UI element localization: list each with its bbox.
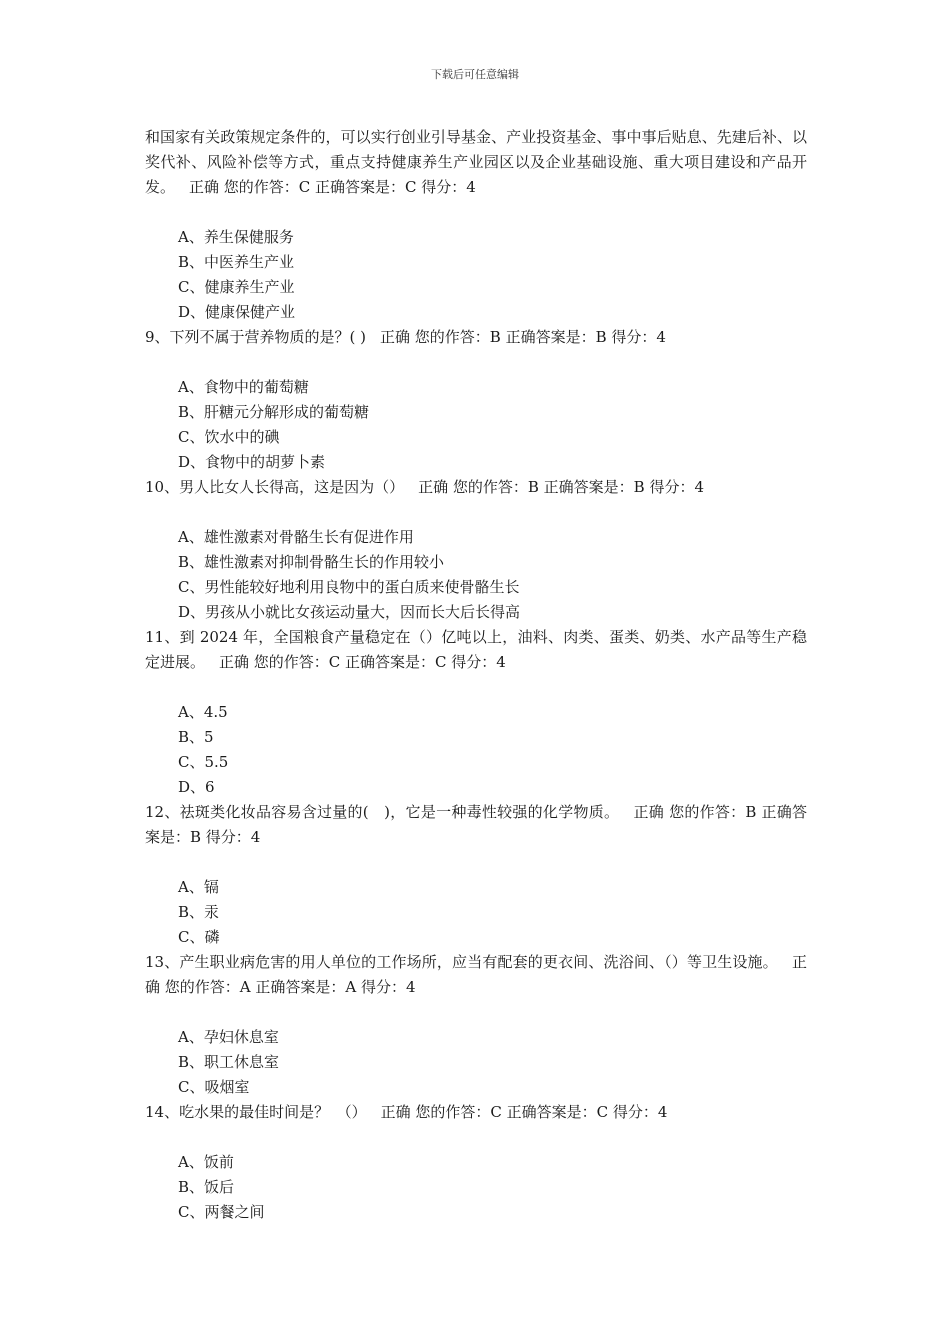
question-text bbox=[145, 950, 807, 1000]
answer-result: 正确 您的作答：B 正确答案是：B 得分：4 bbox=[418, 478, 704, 496]
question-stem: 13、产生职业病危害的用人单位的工作场所，应当有配套的更衣间、洗浴间、（）等卫生设施。 bbox=[145, 953, 778, 971]
question-block bbox=[145, 325, 807, 475]
answer-option: C、两餐之间 bbox=[178, 1203, 265, 1221]
page-header: 下载后可任意编辑 bbox=[431, 68, 519, 81]
blank-line bbox=[145, 1000, 807, 1025]
answer-result: 正确 您的作答：B 正确答案是：B 得分：4 bbox=[145, 803, 808, 846]
answer-option: A、食物中的葡萄糖 bbox=[178, 378, 309, 396]
answer-option: B、中医养生产业 bbox=[178, 253, 295, 271]
question-text bbox=[145, 1100, 807, 1125]
blank-line bbox=[145, 500, 807, 525]
question-block bbox=[145, 625, 807, 800]
answer-option: C、吸烟室 bbox=[178, 1078, 250, 1096]
question-stem: 12、祛斑类化妆品容易含过量的( )，它是一种毒性较强的化学物质。 bbox=[145, 803, 620, 821]
answer-result: 正确 您的作答：C 正确答案是：C 得分：4 bbox=[219, 653, 506, 671]
question-block bbox=[145, 475, 807, 625]
question-text bbox=[145, 800, 807, 850]
answer-option: B、职工休息室 bbox=[178, 1053, 280, 1071]
question-stem: 14、吃水果的最佳时间是？ （） bbox=[145, 1103, 367, 1121]
answer-result: 正确 您的作答：C 正确答案是：C 得分：4 bbox=[189, 178, 476, 196]
question-text bbox=[145, 325, 807, 350]
question-text bbox=[145, 625, 807, 675]
blank-line bbox=[145, 200, 807, 225]
answer-option: C、健康养生产业 bbox=[178, 278, 295, 296]
answer-option: D、男孩从小就比女孩运动量大，因而长大后长得高 bbox=[178, 603, 521, 621]
answer-option: D、健康保健产业 bbox=[178, 303, 296, 321]
answer-option: C、男性能较好地利用良物中的蛋白质来使骨骼生长 bbox=[178, 578, 520, 596]
quiz-content bbox=[145, 125, 807, 1225]
blank-line bbox=[145, 1125, 807, 1150]
blank-line bbox=[145, 350, 807, 375]
question-text bbox=[145, 475, 807, 500]
answer-option: C、磷 bbox=[178, 928, 220, 946]
answer-option: A、孕妇休息室 bbox=[178, 1028, 279, 1046]
question-stem: 11、到 2024 年，全国粮食产量稳定在（）亿吨以上，油料、肉类、蛋类、奶类、水产品等生产稳定进展。 bbox=[145, 628, 807, 671]
question-block bbox=[145, 950, 807, 1100]
answer-option: A、饭前 bbox=[178, 1153, 234, 1171]
answer-option: C、饮水中的碘 bbox=[178, 428, 280, 446]
question-block bbox=[145, 800, 807, 950]
answer-option: D、6 bbox=[178, 778, 215, 796]
question-stem: 10、男人比女人长得高，这是因为（） bbox=[145, 478, 405, 496]
answer-option: A、雄性激素对骨骼生长有促进作用 bbox=[178, 528, 414, 546]
answer-option: A、镉 bbox=[178, 878, 219, 896]
question-stem: 和国家有关政策规定条件的，可以实行创业引导基金、产业投资基金、事中事后贴息、先建后补、以奖代补、风险补偿等方式，重点支持健康养生产业园区以及企业基础设施、重大项目建设和产品开发。 bbox=[145, 128, 807, 196]
answer-option: B、雄性激素对抑制骨骼生长的作用较小 bbox=[178, 553, 445, 571]
answer-option: A、养生保健服务 bbox=[178, 228, 294, 246]
answer-result: 正确 您的作答：B 正确答案是：B 得分：4 bbox=[380, 328, 666, 346]
answer-option: B、汞 bbox=[178, 903, 220, 921]
question-block bbox=[145, 1100, 807, 1225]
question-stem: 9、下列不属于营养物质的是？( ) bbox=[145, 328, 367, 346]
question-text bbox=[145, 125, 807, 200]
answer-option: C、5.5 bbox=[178, 753, 229, 771]
blank-line bbox=[145, 850, 807, 875]
answer-option: B、5 bbox=[178, 728, 214, 746]
answer-result: 正确 您的作答：C 正确答案是：C 得分：4 bbox=[380, 1103, 668, 1121]
answer-option: D、食物中的胡萝卜素 bbox=[178, 453, 326, 471]
answer-option: B、肝糖元分解形成的葡萄糖 bbox=[178, 403, 370, 421]
question-block bbox=[145, 125, 807, 325]
answer-result: 正确 您的作答：A 正确答案是：A 得分：4 bbox=[145, 953, 807, 996]
answer-option: A、4.5 bbox=[178, 703, 228, 721]
blank-line bbox=[145, 675, 807, 700]
answer-option: B、饭后 bbox=[178, 1178, 235, 1196]
